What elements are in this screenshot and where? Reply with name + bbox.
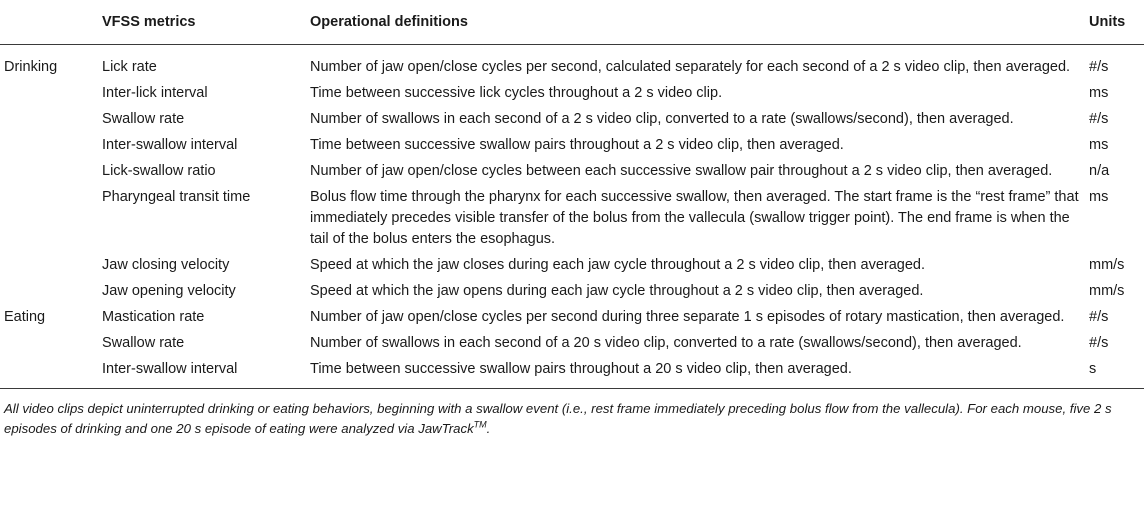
row-metric: Pharyngeal transit time	[102, 188, 251, 205]
footnote-end: .	[486, 420, 491, 436]
row-units: #/s	[1089, 308, 1109, 325]
table-row	[0, 183, 1144, 251]
row-metric: Mastication rate	[102, 308, 205, 325]
row-group	[0, 157, 102, 183]
header-group	[0, 0, 102, 44]
row-definition: Time between successive lick cycles throughout a 2 s video clip.	[310, 84, 723, 101]
row-units: ms	[1089, 84, 1109, 101]
row-group	[0, 251, 102, 277]
row-definition: Bolus flow time through the pharynx for each successive swallow, then averaged. The start frame is the “rest frame” that immediately precedes visible transfer of the bolus from the vallecula (swallow trigger point). The end frame is when the tail of the bolus enters the esophagus.	[310, 188, 1079, 247]
row-units: #/s	[1089, 334, 1109, 351]
row-metric: Inter-lick interval	[102, 84, 208, 101]
row-definition: Speed at which the jaw closes during each jaw cycle throughout a 2 s video clip, then averaged.	[310, 256, 926, 273]
table-row	[0, 329, 1144, 355]
table-body	[0, 44, 1144, 388]
row-metric: Jaw opening velocity	[102, 282, 236, 299]
row-group: Drinking	[4, 58, 58, 75]
table-footnote	[0, 399, 1144, 439]
table-row	[0, 44, 1144, 79]
table-row	[0, 355, 1144, 389]
header-operational-definitions: Operational definitions	[310, 0, 1089, 44]
row-group	[0, 329, 102, 355]
table-row	[0, 105, 1144, 131]
row-metric: Swallow rate	[102, 334, 185, 351]
row-units: #/s	[1089, 110, 1109, 127]
row-definition: Time between successive swallow pairs throughout a 2 s video clip, then averaged.	[310, 136, 844, 153]
header-vfss-metrics: VFSS metrics	[102, 0, 310, 44]
row-units: mm/s	[1089, 256, 1125, 273]
row-units: ms	[1089, 136, 1109, 153]
row-group	[0, 79, 102, 105]
table-row	[0, 251, 1144, 277]
row-definition: Number of jaw open/close cycles between each successive swallow pair throughout a 2 s video clip, then averaged.	[310, 162, 1053, 179]
row-group	[0, 183, 102, 251]
row-metric: Inter-swallow interval	[102, 355, 310, 389]
row-metric: Inter-swallow interval	[102, 136, 238, 153]
row-metric: Lick rate	[102, 58, 157, 75]
footnote-trademark: TM	[473, 419, 487, 430]
row-group	[0, 131, 102, 157]
row-units: mm/s	[1089, 282, 1125, 299]
row-group	[0, 105, 102, 131]
row-definition: Time between successive swallow pairs throughout a 20 s video clip, then averaged.	[310, 355, 1089, 389]
row-units: ms	[1089, 188, 1109, 205]
row-definition: Number of jaw open/close cycles per second during three separate 1 s episodes of rotary mastication, then averaged.	[310, 308, 1065, 325]
table-row	[0, 131, 1144, 157]
table-row	[0, 303, 1144, 329]
row-definition: Number of swallows in each second of a 20 s video clip, converted to a rate (swallows/second), then averaged.	[310, 334, 1022, 351]
row-metric: Jaw closing velocity	[102, 256, 230, 273]
table-row	[0, 79, 1144, 105]
table-header	[0, 0, 1144, 44]
table-row	[0, 157, 1144, 183]
row-group	[0, 277, 102, 303]
row-group	[0, 355, 102, 389]
table-row	[0, 277, 1144, 303]
row-metric: Lick-swallow ratio	[102, 162, 216, 179]
footnote-text: All video clips depict uninterrupted drinking or eating behaviors, beginning with a swallow event (i.e., rest frame immediately preceding bolus flow from the vallecula). For each mouse, five 2 s episodes of drinking and one 20 s episode of eating were analyzed via JawTrack	[4, 400, 1112, 436]
row-units: #/s	[1089, 58, 1109, 75]
row-definition: Number of jaw open/close cycles per second, calculated separately for each second of a 2 s video clip, then averaged.	[310, 58, 1071, 75]
header-row	[0, 0, 1144, 44]
header-units: Units	[1089, 0, 1144, 44]
row-units: n/a	[1089, 162, 1110, 179]
row-definition: Number of swallows in each second of a 2 s video clip, converted to a rate (swallows/second), then averaged.	[310, 110, 1014, 127]
row-group: Eating	[4, 308, 46, 325]
row-units: s	[1089, 355, 1144, 389]
row-metric: Swallow rate	[102, 110, 185, 127]
row-definition: Speed at which the jaw opens during each jaw cycle throughout a 2 s video clip, then averaged.	[310, 282, 924, 299]
